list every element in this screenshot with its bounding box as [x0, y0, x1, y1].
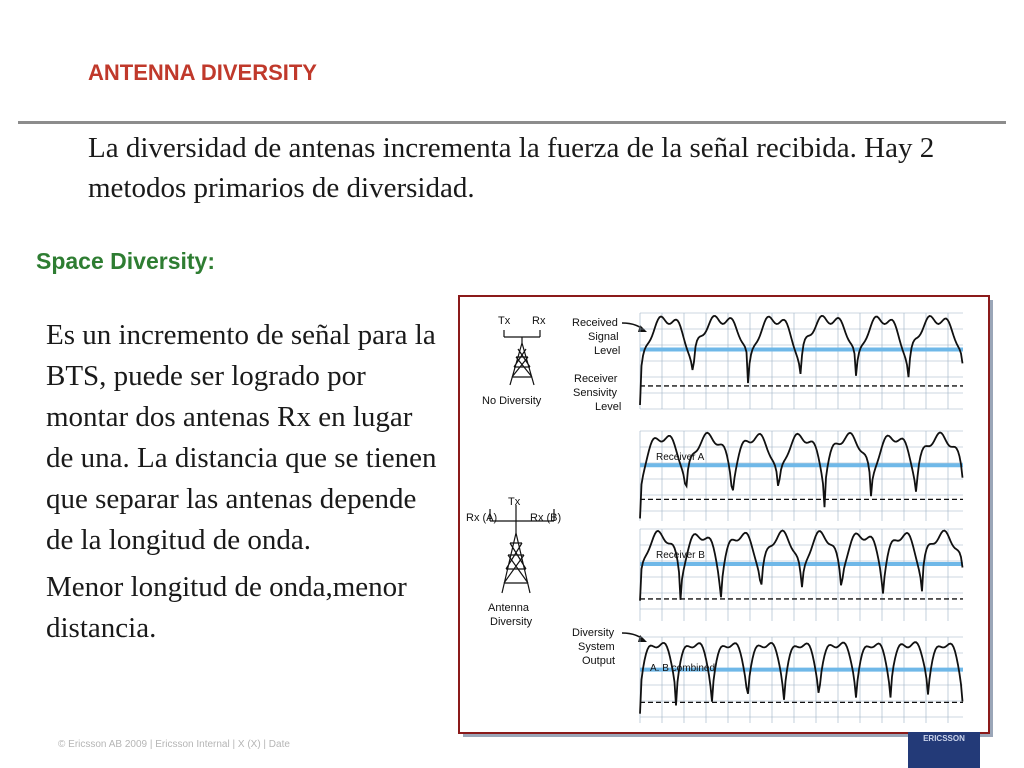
diversity-caption-line2: Diversity [490, 616, 533, 628]
sensitivity-label-line1: Receiver [574, 373, 618, 385]
output-label-line2: System [578, 641, 615, 653]
diversity-tx-label: Tx [508, 496, 521, 508]
output-label-line1: Diversity [572, 627, 615, 639]
signal-panel-no-diversity [640, 313, 963, 409]
diversity-rx-b-label: Rx (B) [530, 512, 562, 524]
title-divider [18, 121, 1006, 124]
ericsson-logo: ERICSSON [908, 732, 980, 768]
signal-panel-combined [640, 637, 963, 723]
diversity-rx-a-label: Rx (A) [466, 512, 498, 524]
sensitivity-label-line2: Sensivity [573, 387, 618, 399]
received-label-line3: Level [594, 345, 621, 357]
no-diversity-rx-label: Rx [532, 315, 546, 327]
section-subheading: Space Diversity: [36, 248, 215, 274]
footer-text: © Ericsson AB 2009 | Ericsson Internal | X (X) | Date [58, 739, 290, 750]
body-text [46, 315, 446, 655]
output-label-line3: Output [582, 655, 616, 667]
tower-icon [504, 330, 540, 385]
diversity-caption-line1: Antenna [488, 602, 529, 614]
panel-label-receiver-a: Receiver A [656, 452, 705, 463]
received-label-line2: Signal [588, 331, 619, 343]
body-paragraph: Es un incremento de señal para la BTS, puede ser logrado por montar dos antenas Rx en lugar de una. La distancia que se tienen que separar las antenas depende de la longitud de onda. [46, 319, 437, 556]
intro-text: La diversidad de antenas incrementa la fuerza de la señal recibida. Hay 2 metodos primarios de diversidad. [88, 132, 935, 204]
panel-label-receiver-b: Receiver B [656, 550, 705, 561]
body-paragraph: Menor longitud de onda,menor distancia. [46, 571, 407, 644]
no-diversity-caption: No Diversity [482, 395, 542, 407]
sensitivity-label-line3: Level [595, 401, 622, 413]
signal-panel-receiver-a [640, 431, 963, 521]
diversity-diagram [460, 297, 988, 732]
received-label-line1: Received [572, 317, 618, 329]
no-diversity-tx-label: Tx [498, 315, 511, 327]
diversity-figure [458, 295, 990, 734]
panel-label-combined: A. B combined [650, 663, 716, 674]
slide-title: ANTENNA DIVERSITY [88, 60, 317, 85]
signal-panel-receiver-b [640, 529, 963, 621]
